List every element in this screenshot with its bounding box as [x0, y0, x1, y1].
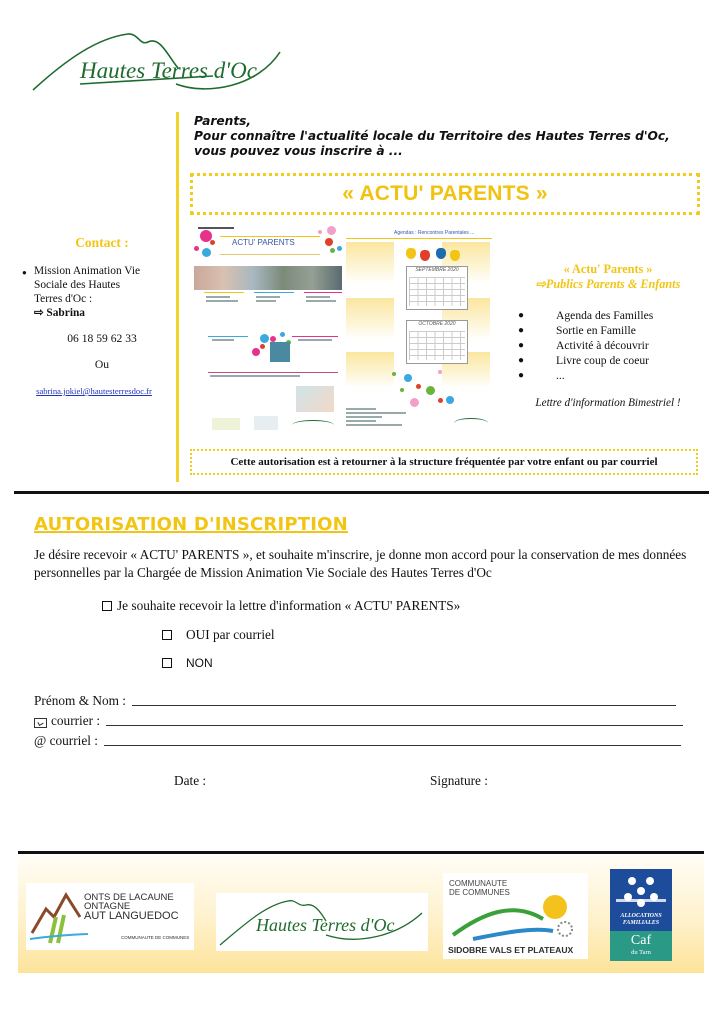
hautes-terres-doc-footer-logo [216, 893, 428, 951]
email-input-line[interactable] [104, 745, 681, 746]
actu-parents-banner [190, 173, 700, 215]
intro-line-1: Parents, [194, 114, 252, 128]
option-yes-checkbox[interactable] [162, 627, 275, 643]
calendar-september: SEPTEMBRE 2020 [406, 266, 468, 310]
postal-mail-label: courrier : [51, 713, 101, 728]
newsletter-preview-image [192, 222, 494, 438]
envelope-icon [34, 718, 47, 728]
bullet-icon: ● [518, 355, 525, 366]
option-yes-label: OUI par courriel [186, 627, 275, 642]
partner-logos-footer [18, 855, 704, 973]
list-item: ● Agenda des Familles [508, 308, 708, 323]
bullet-icon: ● [22, 268, 27, 277]
intro-line-3: vous pouvez vous inscrire à ... [194, 144, 403, 158]
contact-email-link[interactable]: sabrina.jokiel@hautesterresdoc.fr [36, 386, 152, 396]
bullet-icon: ● [518, 340, 525, 351]
preview-agenda-title: Agendas : Rencontres Parentales ... [394, 230, 475, 236]
option-no-checkbox[interactable] [162, 656, 213, 670]
monts-de-lacaune-logo: ONTS DE LACAUNE ONTAGNE AUT LANGUEDOC COMMUNAUTE DE COMMUNES [26, 883, 194, 950]
contact-block [22, 236, 172, 398]
divider [14, 491, 709, 494]
svg-text:Hautes Terres d'Oc: Hautes Terres d'Oc [80, 58, 257, 83]
sidobre-vals-plateaux-logo: COMMUNAUTE DE COMMUNES SIDOBRE VALS ET PLATEAUX [443, 873, 588, 959]
mountain-swoosh-icon [28, 28, 288, 100]
calendar-october: OCTOBRE 2020 [406, 320, 468, 364]
contact-item [22, 264, 172, 320]
contact-org-line: Sociale des Hautes [34, 279, 121, 291]
svg-text:Hautes Terres d'Oc: Hautes Terres d'Oc [256, 915, 395, 935]
postal-mail-field[interactable] [34, 713, 683, 729]
intro-text [194, 114, 714, 159]
form-description: Je désire recevoir « ACTU' PARENTS », et souhaite m'inscrire, je donne mon accord pour la conservation de mes données personnelles par la Chargée de Mission Animation Vie Sociale des Hautes Terres d'Oc [34, 547, 687, 580]
divider [18, 851, 704, 854]
contact-org-line: Mission Animation Vie [34, 265, 141, 277]
option-no-label: NON [186, 656, 213, 670]
return-notice: Cette autorisation est à retourner à la structure fréquentée par votre enfant ou par courriel [190, 449, 698, 475]
contact-phone: 06 18 59 62 33 [67, 332, 137, 345]
bullet-icon: ● [518, 310, 525, 321]
checkbox-icon[interactable] [102, 601, 112, 611]
list-item: ● Sortie en Famille [508, 323, 708, 338]
contact-title: Contact : [75, 235, 129, 250]
list-item: ● Livre coup de coeur [508, 353, 708, 368]
intro-line-2: Pour connaître l'actualité locale du Territoire des Hautes Terres d'Oc, [194, 129, 670, 143]
contact-person: ⇨ Sabrina [34, 307, 86, 319]
email-field-label: @ courriel : [34, 733, 98, 748]
name-input-line[interactable] [132, 705, 676, 706]
checkbox-icon[interactable] [162, 658, 172, 668]
list-item: ● Activité à découvrir [508, 338, 708, 353]
summary-subtitle: ⇨Publics Parents & Enfants [535, 277, 681, 291]
preview-photo-strip [194, 266, 342, 290]
checkbox-icon[interactable] [162, 630, 172, 640]
preview-title: ACTU' PARENTS [232, 238, 295, 247]
signature-label: Signature : [430, 773, 488, 788]
form-title: AUTORISATION D'INSCRIPTION [34, 514, 348, 535]
date-label: Date : [174, 773, 207, 788]
bullet-icon: ● [518, 325, 525, 336]
contact-org-line: Terres d'Oc : [34, 293, 93, 305]
summary-title: « Actu' Parents » [563, 262, 653, 276]
preview-left-page [192, 222, 342, 438]
subscribe-checkbox-label: Je souhaite recevoir la lettre d'information « ACTU' PARENTS» [117, 598, 461, 613]
email-field[interactable] [34, 733, 681, 749]
mountain-icon [28, 887, 88, 947]
caf-du-tarn-logo: ALLOCATIONS FAMILIALES Caf du Tarn [610, 869, 672, 961]
actu-parents-summary [508, 262, 708, 409]
summary-list [508, 308, 708, 383]
caf-family-icon [610, 873, 672, 913]
hautes-terres-doc-logo [28, 28, 288, 100]
name-field[interactable] [34, 693, 676, 709]
vertical-divider [176, 112, 179, 482]
postal-mail-input-line[interactable] [106, 725, 683, 726]
preview-right-page [344, 222, 494, 438]
summary-footer: Lettre d'information Bimestriel ! [535, 397, 681, 409]
contact-or: Ou [94, 358, 110, 371]
banner-title: « ACTU' PARENTS » [342, 182, 548, 205]
list-item: ● ... [508, 368, 708, 383]
subscribe-checkbox[interactable] [102, 598, 460, 614]
name-field-label: Prénom & Nom : [34, 693, 126, 708]
bullet-icon: ● [518, 370, 525, 381]
